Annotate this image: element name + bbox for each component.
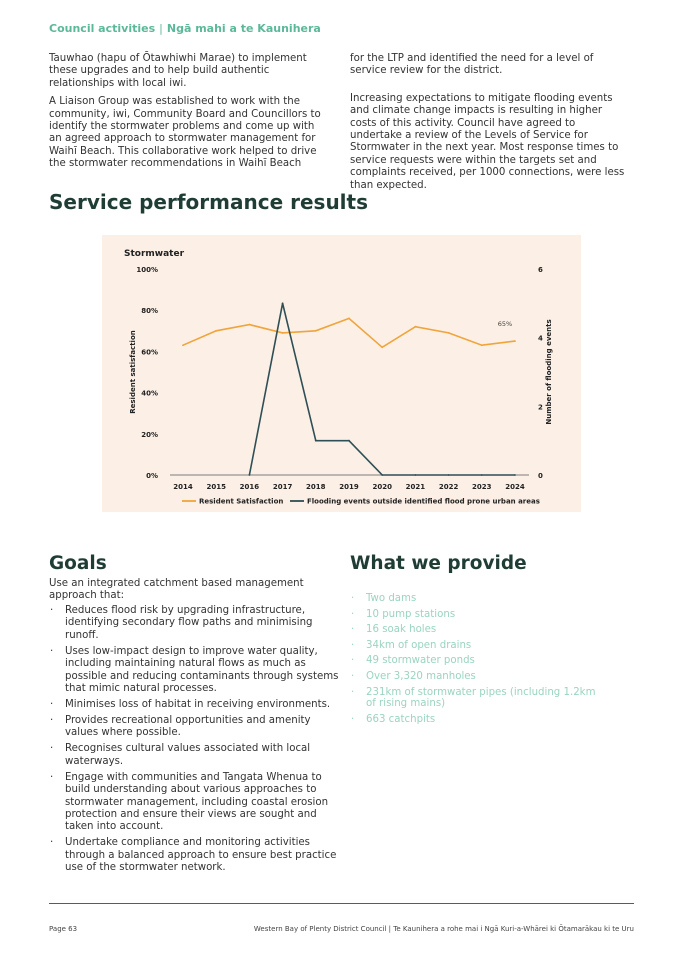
provide-item [350,687,600,711]
bullet: · [351,624,355,636]
goal-text: Undertake compliance and monitoring activities through a balanced approach to ensure best practice use of the stormwater network. [65,837,337,874]
intro-paragraph: for the LTP and identified the need for a level of service review for the district. [350,53,594,77]
x-tick-label: 2015 [206,483,226,491]
y2-tick-label: 0 [538,472,543,480]
goal-text: Minimises loss of habitat in receiving environments. [65,699,331,711]
data-label: 65% [497,320,513,329]
x-tick-label: 2018 [306,483,326,491]
section-title-en: Council activities [49,22,156,35]
stormwater-chart [102,235,581,512]
provide-text: 663 catchpits [366,713,436,725]
provide-text: Over 3,320 manholes [366,670,476,682]
y2-tick-label: 4 [538,334,543,343]
data-point [249,474,251,476]
data-point [315,440,317,442]
bullet: · [50,715,54,727]
data-point [381,474,383,476]
bullet: · [50,699,54,711]
goals-heading: Goals [49,553,107,574]
provide-heading: What we provide [350,553,527,574]
data-point [249,324,251,326]
bullet: · [351,686,355,698]
data-point [514,340,516,342]
x-tick-label: 2019 [339,483,359,491]
data-point [481,474,483,476]
page-title: Service performance results [49,190,369,214]
data-point [215,330,217,332]
y-tick-label: 80% [141,307,158,316]
goal-text: Uses low-impact design to improve water quality, including maintaining natural flows as much as possible and reducing contaminants through systems that mimic natural processes. [65,645,339,695]
intro-left-column [49,53,327,177]
goal-item [49,646,339,696]
data-point [282,332,284,334]
bullet: · [351,713,355,725]
bullet: · [351,608,355,620]
data-point [415,474,417,476]
bullet: · [50,743,54,755]
x-tick-label: 2022 [438,483,459,491]
data-point [315,330,317,332]
x-tick-label: 2024 [505,483,525,491]
goals-list [49,605,339,878]
series-line-1 [183,318,515,347]
y2-axis-title: Number of flooding events [545,319,553,425]
y-axis-title: Resident satisfaction [129,330,137,414]
legend-label: Flooding events outside identified flood prone urban areas [307,497,540,506]
intro-right-column [350,53,630,198]
provide-list [350,593,600,730]
bullet: · [50,605,54,616]
x-tick-label: 2020 [372,483,392,491]
bullet: · [50,645,54,657]
data-point [282,302,284,304]
bullet: · [50,837,54,849]
page-number: Page 63 [49,925,78,933]
bullet: · [351,593,355,604]
provide-item [350,655,600,667]
data-point [448,474,450,476]
goal-item [49,715,339,740]
bullet: · [50,771,54,783]
footer-divider [49,903,634,904]
goal-item [49,743,339,768]
intro-paragraph: Tauwhao (hapu of Ōtawhiwhi Marae) to implement these upgrades and to help build authentic relationships with local iwi. [49,53,307,89]
bullet: · [351,639,355,651]
provide-item [350,624,600,636]
goal-text: Engage with communities and Tangata Whenua to build understanding about various approaches to stormwater management, including coastal erosion protection and ensure their views are sought and taken into account. [65,771,329,833]
provide-item [350,593,600,605]
data-point [348,440,350,442]
provide-item [350,671,600,683]
intro-paragraph: A Liaison Group was established to work with the community, iwi, Community Board and Councillors to identify the stormwater problems and come up with an agreed approach to stormwater management for Waihī Beach. This collaborative work helped to drive the stormwater recommendations in Waihī Beach [49,96,321,170]
data-point [415,326,417,328]
legend-label: Resident Satisfaction [199,497,284,506]
header-separator: | [159,22,163,35]
section-header [49,22,321,35]
provide-text: 34km of open drains [366,639,472,651]
y-tick-label: 40% [141,389,158,398]
y-tick-label: 60% [141,348,158,357]
provide-text: 10 pump stations [366,608,456,620]
x-tick-label: 2016 [239,483,260,491]
provide-item [350,714,600,726]
data-point [381,346,383,348]
provide-text: 231km of stormwater pipes (including 1.2km of rising mains) [366,686,596,710]
provide-text: Two dams [366,593,417,604]
y2-tick-label: 6 [538,266,543,274]
series-line-2 [249,303,515,475]
x-tick-label: 2017 [272,483,293,491]
y-tick-label: 100% [136,266,158,274]
intro-paragraph: Increasing expectations to mitigate flooding events and climate change impacts is resulting in higher costs of this activity. Council have agreed to undertake a review of the Levels of Service for Stormwater in the next year. Most response times to service requests were within the targets set and complaints received, per 1000 connections, were less than expected. [350,92,625,191]
chart-panel [102,235,581,512]
goal-text: Reduces flood risk by upgrading infrastructure, identifying secondary flow paths and minimising runoff. [65,605,313,641]
goal-item [49,837,339,874]
data-point [182,344,184,346]
goal-text: Provides recreational opportunities and amenity values where possible. [65,715,311,739]
y-tick-label: 0% [146,472,158,480]
chart-title: Stormwater [124,249,185,259]
bullet: · [351,655,355,667]
goal-item [49,699,339,711]
y2-tick-label: 2 [538,403,543,412]
data-point [348,318,350,320]
provide-text: 49 stormwater ponds [366,655,475,667]
x-tick-label: 2021 [405,483,426,491]
section-title-mi: Ngā mahi a te Kaunihera [166,22,321,35]
bullet: · [351,670,355,682]
x-tick-label: 2023 [472,483,492,491]
goal-item [49,772,339,834]
data-point [448,332,450,334]
x-tick-label: 2014 [173,483,193,491]
goals-intro: Use an integrated catchment based management approach that: [49,578,304,602]
provide-text: 16 soak holes [366,624,437,636]
goal-text: Recognises cultural values associated with local waterways. [65,743,311,767]
y-tick-label: 20% [141,430,158,439]
provide-item [350,609,600,621]
footer-organisation: Western Bay of Plenty District Council | Te Kaunihera a rohe mai i Ngā Kuri-a-Whārei ki Ōtamarākau ki te Uru [253,925,634,933]
goal-item [49,605,339,642]
provide-item [350,640,600,652]
data-point [481,344,483,346]
data-point [514,474,516,476]
